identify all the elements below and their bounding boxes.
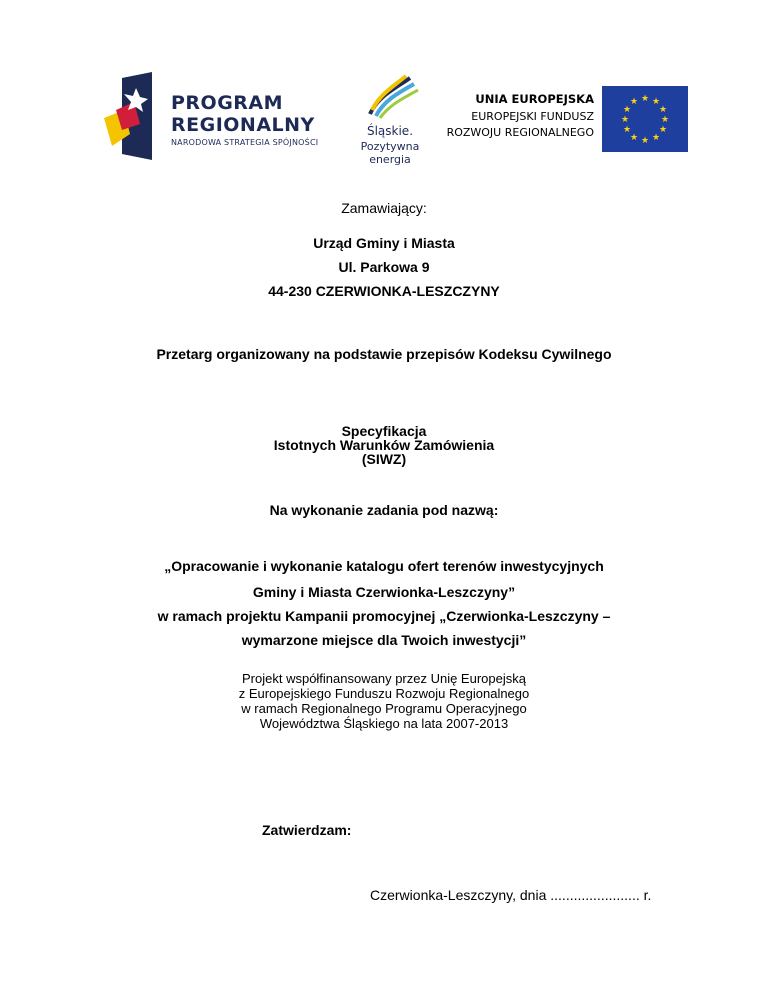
svg-text:★: ★ <box>622 125 632 135</box>
slaskie-waves-icon <box>340 70 440 122</box>
ordering-party-street: Ul. Parkowa 9 <box>338 259 430 275</box>
spec-line-1: Specyfikacja <box>341 423 427 439</box>
slaskie-name: Śląskie. <box>366 124 414 138</box>
ue-line-2: EUROPEJSKI FUNDUSZ <box>471 110 594 123</box>
svg-text:★: ★ <box>629 97 639 107</box>
task-label: Na wykonanie zadania pod nazwą: <box>269 502 499 518</box>
program-regionalny-subtitle: NARODOWA STRATEGIA SPÓJNOŚCI <box>171 138 319 147</box>
approval-label: Zatwierdzam: <box>262 822 352 838</box>
program-regionalny-title-2: REGIONALNY <box>171 114 315 136</box>
ordering-party-name: Urząd Gminy i Miasta <box>313 235 455 251</box>
svg-text:★: ★ <box>658 125 668 135</box>
tender-note: Przetarg organizowany na podstawie przepisów Kodeksu Cywilnego <box>156 346 612 362</box>
task-title-line-1: „Opracowanie i wykonanie katalogu ofert terenów inwestycyjnych <box>164 558 604 574</box>
task-title-line-3: w ramach projektu Kampanii promocyjnej „Czerwionka-Leszczyny – <box>157 608 611 624</box>
funding-line-4: Województwa Śląskiego na lata 2007-2013 <box>259 716 509 731</box>
svg-text:★: ★ <box>651 97 661 107</box>
slaskie-logo <box>340 70 440 166</box>
svg-text:★: ★ <box>640 136 650 146</box>
funding-line-2: z Europejskiego Funduszu Rozwoju Regionalnego <box>238 686 530 701</box>
program-regionalny-logo <box>100 72 330 162</box>
spec-line-2: Istotnych Warunków Zamówienia <box>273 437 495 453</box>
slaskie-tagline: Pozytywna energia <box>360 140 420 166</box>
ue-line-3: ROZWOJU REGIONALNEGO <box>446 126 594 139</box>
spec-heading <box>0 424 768 466</box>
funding-note <box>0 671 768 731</box>
ordering-party-label: Zamawiający: <box>341 200 427 216</box>
ordering-party-city: 44-230 CZERWIONKA-LESZCZYNY <box>268 283 500 299</box>
funding-line-1: Projekt współfinansowany przez Unię Europejską <box>242 671 526 686</box>
svg-text:★: ★ <box>620 115 630 125</box>
place-date: Czerwionka-Leszczyny, dnia ....................... r. <box>370 887 652 903</box>
program-regionalny-title-1: PROGRAM <box>171 92 284 114</box>
funding-line-3: w ramach Regionalnego Programu Operacyjnego <box>241 701 527 716</box>
ue-line-1: UNIA EUROPEJSKA <box>475 92 594 106</box>
svg-text:★: ★ <box>640 94 650 104</box>
svg-text:★: ★ <box>658 105 668 115</box>
spec-line-3: (SIWZ) <box>361 451 407 467</box>
eu-flag-icon <box>602 86 688 152</box>
svg-text:★: ★ <box>651 133 661 143</box>
task-title-line-4: wymarzone miejsce dla Twoich inwestycji” <box>241 632 527 648</box>
svg-text:★: ★ <box>629 133 639 143</box>
task-title-line-2: Gminy i Miasta Czerwionka-Leszczyny” <box>252 584 516 600</box>
svg-text:★: ★ <box>660 115 670 125</box>
svg-text:★: ★ <box>622 105 632 115</box>
program-regionalny-emblem-icon <box>100 72 170 162</box>
unia-europejska-logo <box>446 86 688 152</box>
